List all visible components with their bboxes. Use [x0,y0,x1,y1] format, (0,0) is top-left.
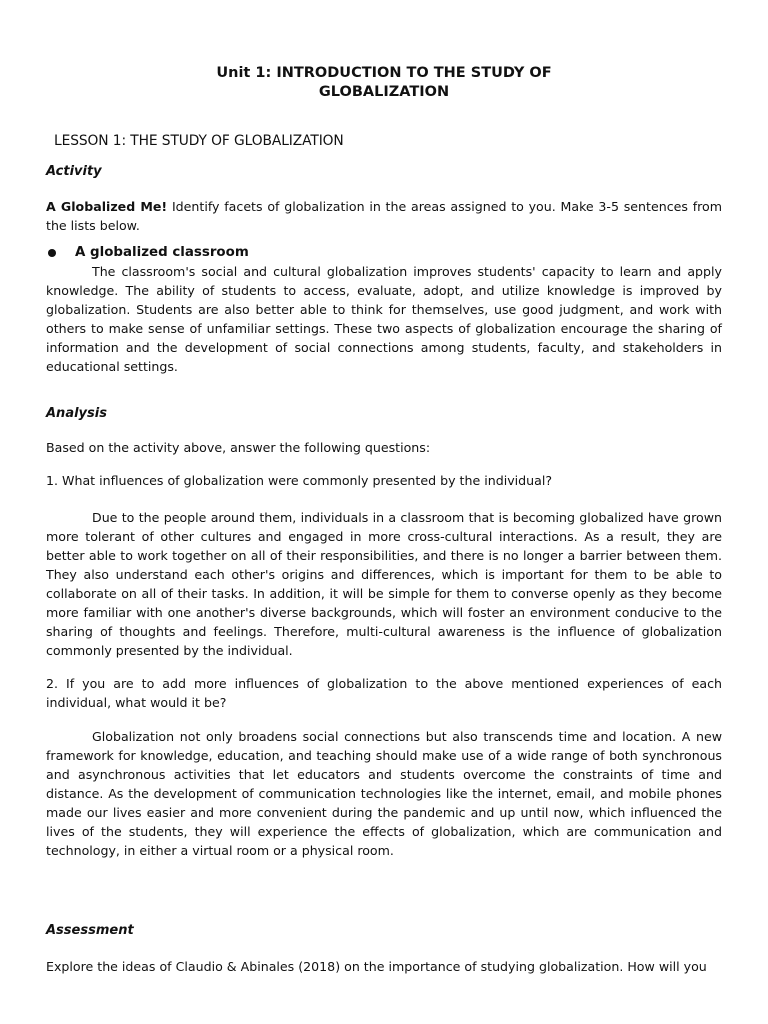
answer-2: Globalization not only broadens social connections but also transcends time and location. A new framework for knowledge, education, and teaching should make use of a wide range of both synchronous and asynchronous activities that let educators and students overcome the constraints of time and distance. As the development of communication technologies like the internet, email, and mobile phones made our lives easier and more convenient during the pandemic and up until now, which influenced the lives of the students, they will experience the effects of globalization, which are communication and technology, in either a virtual room or a physical room. [46,729,722,858]
assessment-heading: Assessment [46,923,134,938]
question-1: 1. What influences of globalization were commonly presented by the individual? [46,473,553,488]
bullet-paragraph: The classroom's social and cultural globalization improves students' capacity to learn and apply knowledge. The ability of students to access, evaluate, adopt, and utilize knowledge is improved by globalization. Students are also better able to think for themselves, use good judgment, and work with others to make sense of unfamiliar settings. These two aspects of globalization encourage the sharing of information and the development of social connections among students, faculty, and stakeholders in educational settings. [46,264,722,374]
unit-title [46,64,722,102]
bullet-dot-icon [48,249,56,257]
activity-instructions [46,197,722,235]
assessment-text: Explore the ideas of Claudio & Abinales (2018) on the importance of studying globalization. How will you [46,959,707,974]
document-page [46,0,722,1024]
bullet-item [46,245,249,260]
analysis-intro: Based on the activity above, answer the following questions: [46,440,431,455]
answer-1: Due to the people around them, individuals in a classroom that is becoming globalized have grown more tolerant of other cultures and engaged in more cross-cultural interactions. As a result, they are better able to work together on all of their responsibilities, and there is no longer a barrier between them. They also understand each other's origins and differences, which is important for them to be able to collaborate on all of their tasks. In addition, it will be simple for them to converse openly as they become more familiar with one another's diverse backgrounds, which will foster an environment conducive to the sharing of thoughts and feelings. Therefore, multi-cultural awareness is the influence of globalization commonly presented by the individual. [46,510,722,658]
activity-heading: Activity [46,164,102,179]
question-2: 2. If you are to add more influences of globalization to the above mentioned experiences of each individual, what would it be? [46,676,722,710]
activity-lead-bold: A Globalized Me! [46,199,168,214]
bullet-title: A globalized classroom [75,245,249,260]
activity-lead-text: Identify facets of globalization in the areas assigned to you. Make 3-5 sentences from the lists below. [46,199,723,233]
unit-title-line-2: GLOBALIZATION [318,84,450,100]
lesson-heading: LESSON 1: THE STUDY OF GLOBALIZATION [54,133,344,149]
analysis-heading: Analysis [46,406,107,421]
unit-title-line-1: Unit 1: INTRODUCTION TO THE STUDY OF [216,65,552,81]
